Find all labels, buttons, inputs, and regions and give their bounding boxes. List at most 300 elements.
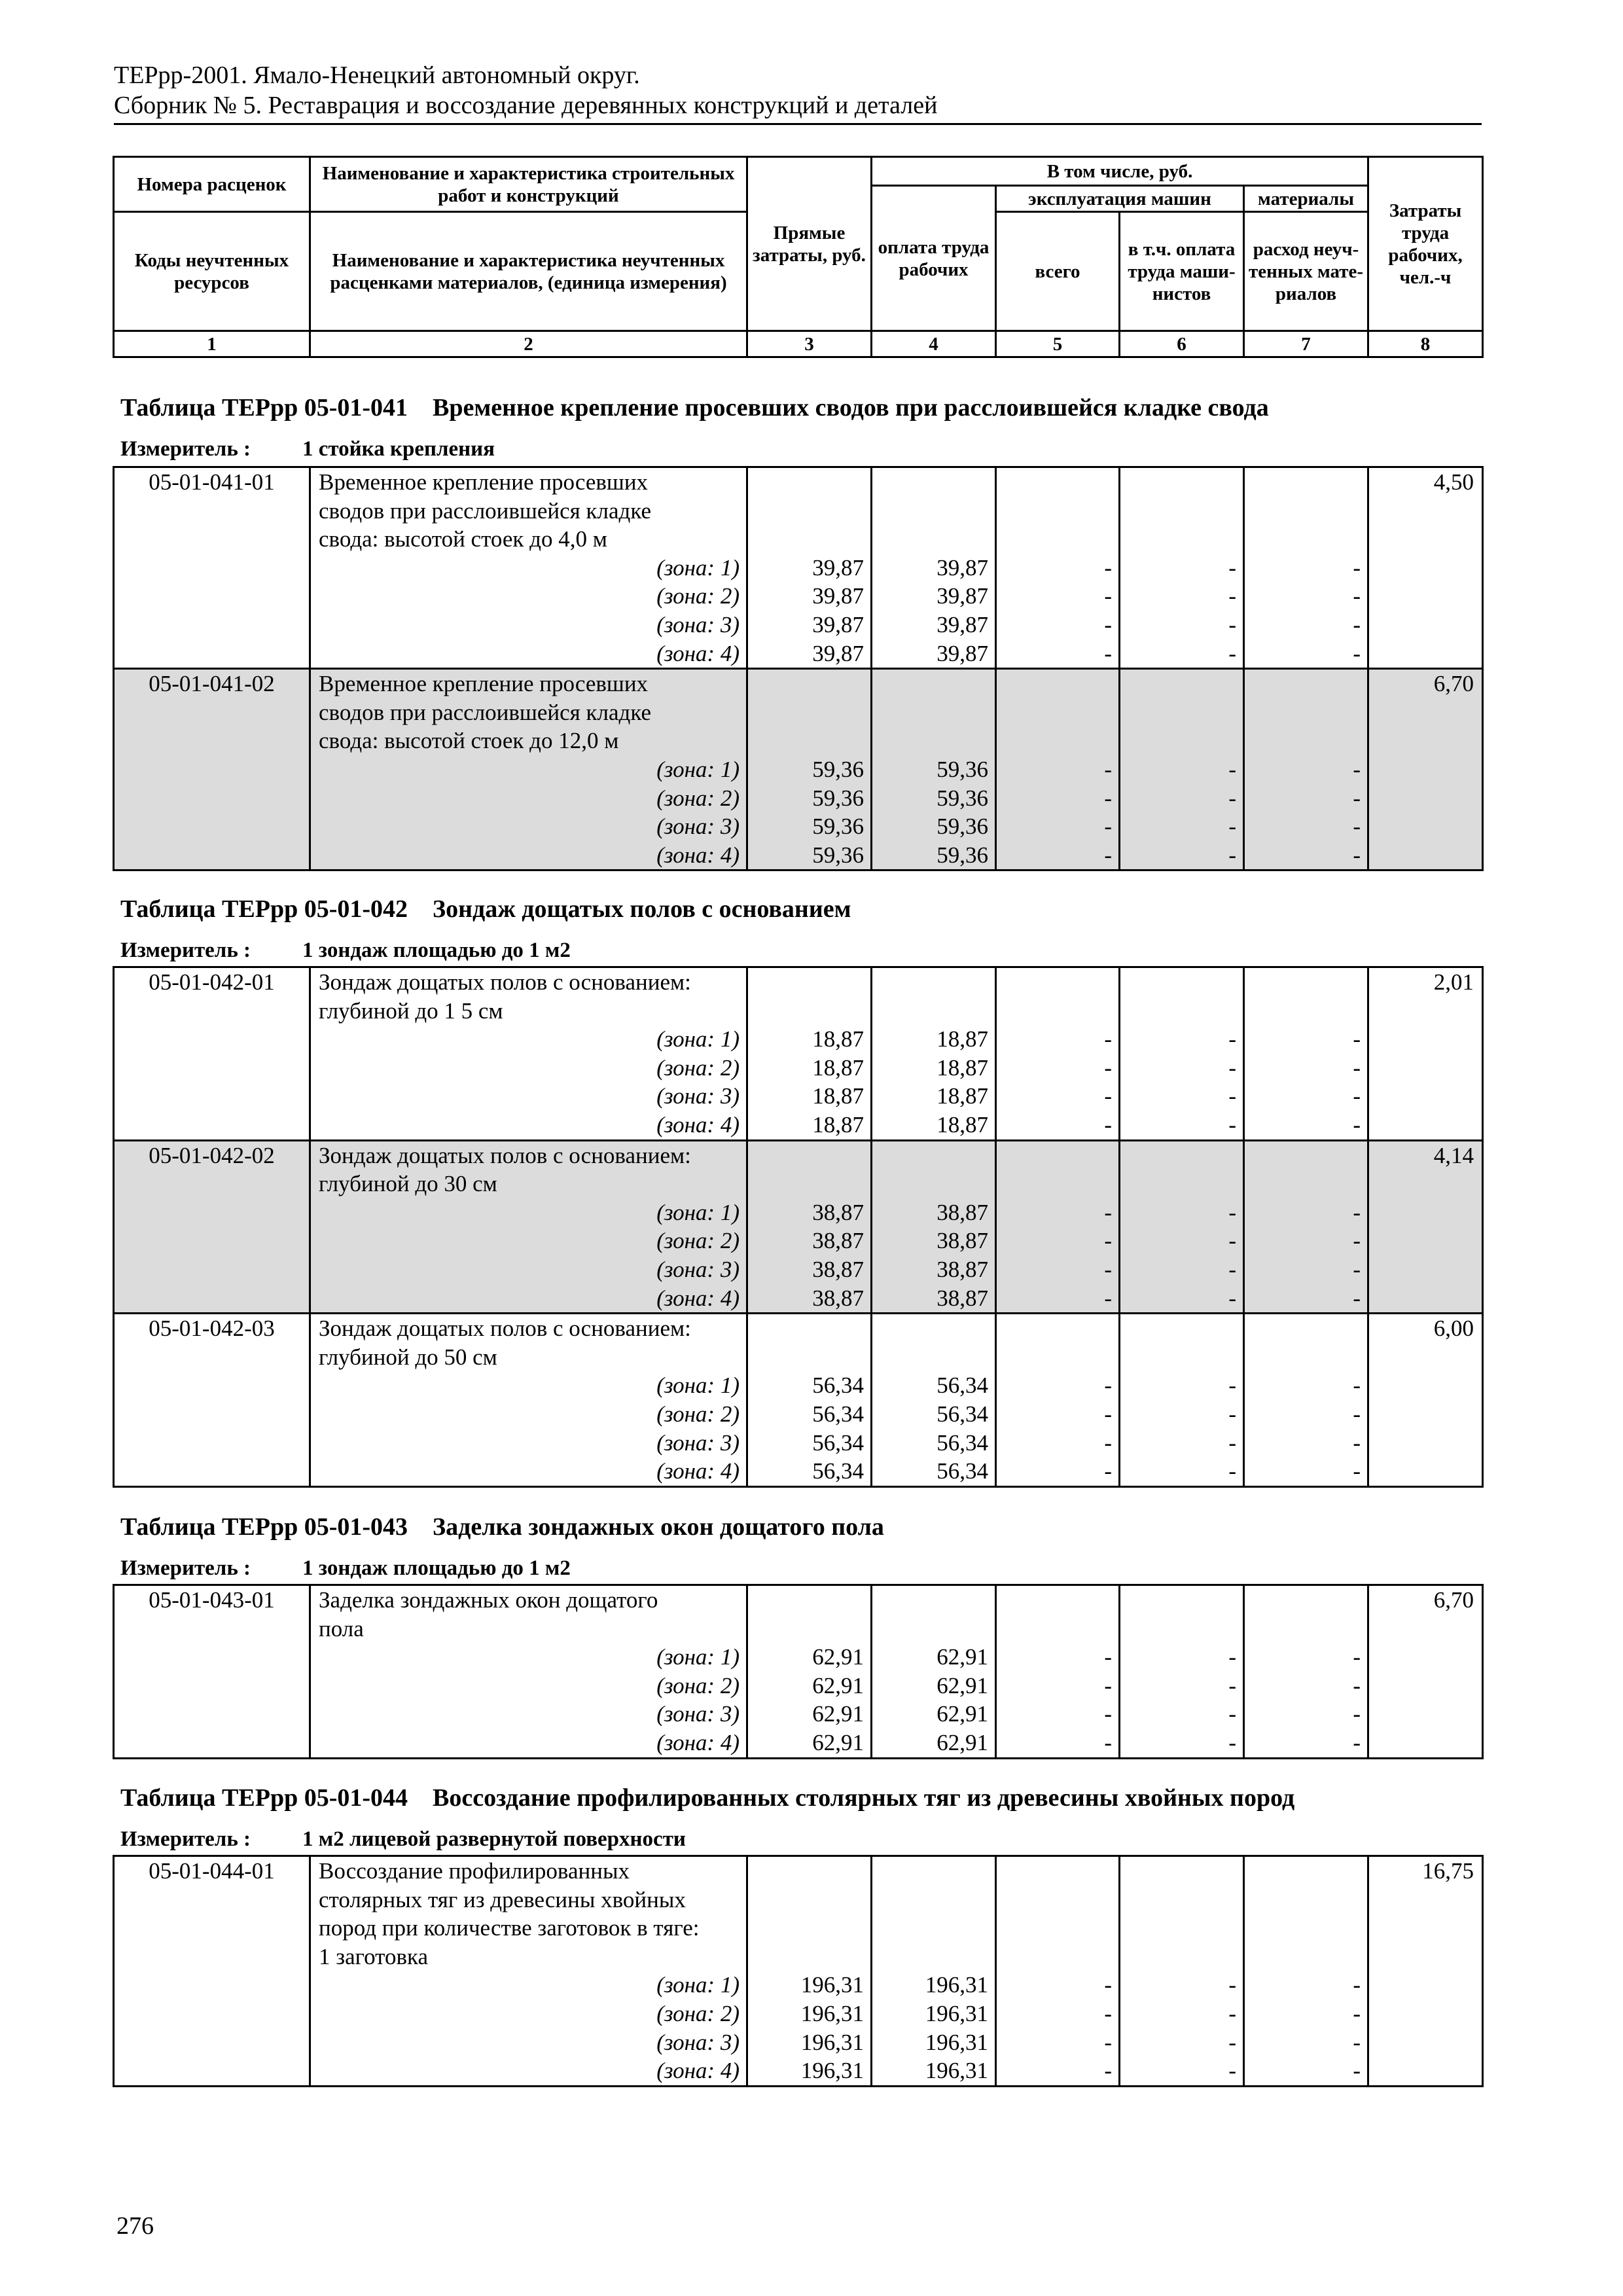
col-including: В том числе, руб. bbox=[872, 157, 1368, 186]
materials-cost: - bbox=[1353, 1228, 1361, 1254]
rates-table bbox=[113, 966, 1484, 1488]
blank-line bbox=[1245, 1943, 1367, 1971]
direct-cost: 39,87 bbox=[812, 554, 864, 581]
worker-pay: 196,31 bbox=[925, 2029, 988, 2055]
materials-cost-cell bbox=[1244, 967, 1368, 1141]
blank-line bbox=[748, 670, 870, 698]
col-number: 5 bbox=[996, 331, 1120, 357]
blank-line bbox=[997, 1914, 1118, 1943]
machines-total: - bbox=[1104, 1054, 1112, 1081]
rate-description bbox=[310, 669, 747, 870]
machines-total: - bbox=[1104, 1401, 1112, 1427]
page-number: 276 bbox=[116, 2212, 154, 2240]
machinist-pay: - bbox=[1228, 611, 1236, 637]
machinist-pay: - bbox=[1228, 1672, 1236, 1698]
blank-line bbox=[1245, 698, 1367, 727]
measure-value: 1 зондаж площадью до 1 м2 bbox=[302, 939, 571, 962]
zone-label: (зона: 2) bbox=[656, 1228, 740, 1254]
direct-cost: 39,87 bbox=[812, 611, 864, 637]
worker-pay: 39,87 bbox=[936, 611, 988, 637]
direct-cost: 62,91 bbox=[812, 1729, 864, 1755]
worker-pay: 18,87 bbox=[936, 1083, 988, 1109]
materials-cost: - bbox=[1353, 640, 1361, 666]
materials-cost-cell bbox=[1244, 1140, 1368, 1314]
col-works-name: Наименование и характеристика строительных работ и конструкций bbox=[310, 157, 747, 212]
machines-total: - bbox=[1104, 756, 1112, 782]
description-line: глубиной до 30 см bbox=[319, 1171, 497, 1197]
rate-code: 05-01-042-01 bbox=[114, 967, 310, 1141]
machines-total: - bbox=[1104, 2000, 1112, 2026]
blank-line bbox=[1120, 1314, 1243, 1343]
labor-cost: 2,01 bbox=[1368, 967, 1483, 1141]
materials-cost: - bbox=[1353, 611, 1361, 637]
machinist-pay: - bbox=[1228, 1026, 1236, 1052]
blank-line bbox=[1120, 726, 1243, 755]
col-materials: материалы bbox=[1244, 186, 1368, 212]
blank-line bbox=[748, 1314, 870, 1343]
rate-description bbox=[310, 1856, 747, 2087]
blank-line bbox=[997, 997, 1118, 1026]
machines-total: - bbox=[1104, 554, 1112, 581]
header-collection-title: ТЕРрр-2001. Ямало-Ненецкий автономный округ. bbox=[114, 62, 640, 89]
direct-cost: 39,87 bbox=[812, 583, 864, 609]
rate-row bbox=[114, 1314, 1483, 1487]
materials-cost: - bbox=[1353, 583, 1361, 609]
worker-pay-cell bbox=[872, 1140, 996, 1314]
worker-pay: 196,31 bbox=[925, 2000, 988, 2026]
materials-cost: - bbox=[1353, 1701, 1361, 1727]
col-number: 8 bbox=[1368, 331, 1483, 357]
description-line: сводов при расслоившейся кладке bbox=[319, 699, 652, 725]
blank-line bbox=[1120, 468, 1243, 497]
blank-line bbox=[997, 1586, 1118, 1615]
zone-label: (зона: 3) bbox=[656, 1256, 740, 1282]
header-rule bbox=[114, 123, 1482, 125]
machinist-pay-cell bbox=[1120, 967, 1244, 1141]
blank-line bbox=[748, 698, 870, 727]
table-number: Таблица ТЕРрр 05-01-043 bbox=[120, 1513, 408, 1541]
machinist-pay: - bbox=[1228, 554, 1236, 581]
blank-line bbox=[1120, 698, 1243, 727]
page-header bbox=[114, 60, 1482, 125]
zone-label: (зона: 1) bbox=[656, 1972, 740, 1998]
zone-label: (зона: 3) bbox=[656, 1083, 740, 1109]
worker-pay: 39,87 bbox=[936, 640, 988, 666]
worker-pay: 59,36 bbox=[936, 756, 988, 782]
zone-label: (зона: 1) bbox=[656, 756, 740, 782]
direct-cost: 18,87 bbox=[812, 1054, 864, 1081]
direct-cost: 38,87 bbox=[812, 1256, 864, 1282]
labor-cost: 6,00 bbox=[1368, 1314, 1483, 1487]
direct-cost: 62,91 bbox=[812, 1701, 864, 1727]
machinist-pay-cell bbox=[1120, 467, 1244, 669]
materials-cost-cell bbox=[1244, 1585, 1368, 1759]
blank-line bbox=[997, 726, 1118, 755]
rates-table bbox=[113, 1584, 1484, 1759]
blank-line bbox=[1120, 997, 1243, 1026]
zone-label: (зона: 4) bbox=[656, 1285, 740, 1311]
col-machines-total: всего bbox=[996, 212, 1120, 331]
materials-cost: - bbox=[1353, 1026, 1361, 1052]
blank-line bbox=[1120, 670, 1243, 698]
col-machinist-pay: в т.ч. оплата труда маши- нистов bbox=[1120, 212, 1244, 331]
blank-line bbox=[748, 1170, 870, 1198]
blank-line bbox=[872, 698, 995, 727]
description-line: пород при количестве заготовок в тяге: bbox=[319, 1915, 700, 1941]
machines-total: - bbox=[1104, 1111, 1112, 1138]
col-number: 7 bbox=[1244, 331, 1368, 357]
zone-label: (зона: 4) bbox=[656, 640, 740, 666]
materials-cost: - bbox=[1353, 1729, 1361, 1755]
materials-cost: - bbox=[1353, 1429, 1361, 1456]
rate-code: 05-01-041-01 bbox=[114, 467, 310, 669]
description-line: Зондаж дощатых полов с основанием: bbox=[319, 969, 691, 995]
machines-total: - bbox=[1104, 2029, 1112, 2055]
blank-line bbox=[1245, 1586, 1367, 1615]
blank-line bbox=[1245, 997, 1367, 1026]
worker-pay-cell bbox=[872, 1856, 996, 2087]
materials-cost: - bbox=[1353, 2058, 1361, 2084]
worker-pay: 38,87 bbox=[936, 1199, 988, 1225]
machines-total: - bbox=[1104, 1729, 1112, 1755]
table-number: Таблица ТЕРрр 05-01-042 bbox=[120, 895, 408, 923]
col-number: 4 bbox=[872, 331, 996, 357]
blank-line bbox=[1120, 1943, 1243, 1971]
description-line: свода: высотой стоек до 4,0 м bbox=[319, 526, 607, 552]
zone-label: (зона: 4) bbox=[656, 2058, 740, 2084]
direct-cost-cell bbox=[747, 1140, 872, 1314]
blank-line bbox=[1120, 1343, 1243, 1372]
worker-pay-cell bbox=[872, 669, 996, 870]
machines-total-cell bbox=[996, 1585, 1120, 1759]
zone-label: (зона: 4) bbox=[656, 842, 740, 868]
blank-line bbox=[748, 1857, 870, 1886]
direct-cost-cell bbox=[747, 1856, 872, 2087]
description-line: Временное крепление просевших bbox=[319, 671, 649, 697]
materials-cost: - bbox=[1353, 1672, 1361, 1698]
worker-pay: 38,87 bbox=[936, 1285, 988, 1311]
machinist-pay: - bbox=[1228, 1644, 1236, 1670]
zone-label: (зона: 2) bbox=[656, 2000, 740, 2026]
materials-cost: - bbox=[1353, 1054, 1361, 1081]
blank-line bbox=[997, 1343, 1118, 1372]
direct-cost: 56,34 bbox=[812, 1429, 864, 1456]
machines-total-cell bbox=[996, 467, 1120, 669]
col-resource-codes: Коды неучтенных ресурсов bbox=[114, 212, 310, 331]
blank-line bbox=[1120, 1615, 1243, 1643]
blank-line bbox=[1120, 1857, 1243, 1886]
labor-cost: 6,70 bbox=[1368, 669, 1483, 870]
col-number: 1 bbox=[114, 331, 310, 357]
worker-pay: 196,31 bbox=[925, 1972, 988, 1998]
zone-label: (зона: 2) bbox=[656, 785, 740, 811]
worker-pay: 59,36 bbox=[936, 785, 988, 811]
blank-line bbox=[872, 1141, 995, 1170]
blank-line bbox=[872, 1170, 995, 1198]
blank-line bbox=[748, 497, 870, 526]
machines-total: - bbox=[1104, 1199, 1112, 1225]
col-labor-costs: Затраты труда рабочих, чел.-ч bbox=[1368, 157, 1483, 331]
materials-cost: - bbox=[1353, 2029, 1361, 2055]
direct-cost: 196,31 bbox=[800, 1972, 864, 1998]
machines-total: - bbox=[1104, 583, 1112, 609]
direct-cost: 196,31 bbox=[800, 2058, 864, 2084]
section-title bbox=[120, 1512, 884, 1542]
worker-pay: 56,34 bbox=[936, 1429, 988, 1456]
direct-cost: 59,36 bbox=[812, 756, 864, 782]
rate-description bbox=[310, 1140, 747, 1314]
materials-cost: - bbox=[1353, 1372, 1361, 1399]
blank-line bbox=[997, 1170, 1118, 1198]
blank-line bbox=[997, 1314, 1118, 1343]
blank-line bbox=[1245, 1886, 1367, 1914]
col-direct-costs: Прямые затраты, руб. bbox=[747, 157, 872, 331]
worker-pay: 38,87 bbox=[936, 1228, 988, 1254]
col-worker-pay: оплата труда рабочих bbox=[872, 186, 996, 331]
blank-line bbox=[748, 1943, 870, 1971]
blank-line bbox=[748, 726, 870, 755]
blank-line bbox=[748, 997, 870, 1026]
materials-cost: - bbox=[1353, 1401, 1361, 1427]
direct-cost: 62,91 bbox=[812, 1672, 864, 1698]
blank-line bbox=[1245, 1141, 1367, 1170]
blank-line bbox=[1120, 1170, 1243, 1198]
machinist-pay: - bbox=[1228, 640, 1236, 666]
machines-total: - bbox=[1104, 1083, 1112, 1109]
table-number: Таблица ТЕРрр 05-01-044 bbox=[120, 1784, 408, 1812]
worker-pay: 62,91 bbox=[936, 1701, 988, 1727]
rate-code: 05-01-044-01 bbox=[114, 1856, 310, 2087]
materials-cost-cell bbox=[1244, 467, 1368, 669]
direct-cost: 38,87 bbox=[812, 1199, 864, 1225]
materials-cost-cell bbox=[1244, 669, 1368, 870]
materials-cost-cell bbox=[1244, 1856, 1368, 2087]
direct-cost: 59,36 bbox=[812, 785, 864, 811]
zone-label: (зона: 2) bbox=[656, 1401, 740, 1427]
machines-total-cell bbox=[996, 1140, 1120, 1314]
direct-cost: 18,87 bbox=[812, 1111, 864, 1138]
machinist-pay: - bbox=[1228, 2029, 1236, 2055]
direct-cost: 196,31 bbox=[800, 2000, 864, 2026]
section-title bbox=[120, 894, 851, 924]
worker-pay: 18,87 bbox=[936, 1054, 988, 1081]
machinist-pay: - bbox=[1228, 842, 1236, 868]
materials-cost: - bbox=[1353, 1285, 1361, 1311]
materials-cost: - bbox=[1353, 785, 1361, 811]
machines-total: - bbox=[1104, 1458, 1112, 1484]
zone-label: (зона: 4) bbox=[656, 1729, 740, 1755]
direct-cost: 59,36 bbox=[812, 842, 864, 868]
worker-pay: 38,87 bbox=[936, 1256, 988, 1282]
rate-code: 05-01-041-02 bbox=[114, 669, 310, 870]
worker-pay: 56,34 bbox=[936, 1372, 988, 1399]
direct-cost: 38,87 bbox=[812, 1228, 864, 1254]
direct-cost: 62,91 bbox=[812, 1644, 864, 1670]
machines-total: - bbox=[1104, 1228, 1112, 1254]
zone-label: (зона: 1) bbox=[656, 1199, 740, 1225]
worker-pay: 18,87 bbox=[936, 1111, 988, 1138]
zone-label: (зона: 2) bbox=[656, 1672, 740, 1698]
blank-line bbox=[1245, 1615, 1367, 1643]
measure-line bbox=[120, 1555, 571, 1581]
labor-cost: 6,70 bbox=[1368, 1585, 1483, 1759]
blank-line bbox=[1120, 497, 1243, 526]
machines-total-cell bbox=[996, 967, 1120, 1141]
machinist-pay: - bbox=[1228, 1111, 1236, 1138]
direct-cost: 196,31 bbox=[800, 2029, 864, 2055]
materials-cost: - bbox=[1353, 1083, 1361, 1109]
blank-line bbox=[997, 1943, 1118, 1971]
worker-pay: 59,36 bbox=[936, 842, 988, 868]
measure-value: 1 стойка крепления bbox=[302, 437, 495, 461]
machinist-pay: - bbox=[1228, 2058, 1236, 2084]
machines-total: - bbox=[1104, 640, 1112, 666]
blank-line bbox=[997, 1615, 1118, 1643]
machines-total-cell bbox=[996, 1314, 1120, 1487]
worker-pay: 18,87 bbox=[936, 1026, 988, 1052]
machinist-pay: - bbox=[1228, 814, 1236, 840]
machinist-pay: - bbox=[1228, 756, 1236, 782]
measure-line bbox=[120, 1826, 686, 1852]
blank-line bbox=[1120, 1914, 1243, 1943]
blank-line bbox=[1245, 1857, 1367, 1886]
rate-row bbox=[114, 1140, 1483, 1314]
zone-label: (зона: 1) bbox=[656, 1372, 740, 1399]
blank-line bbox=[872, 1615, 995, 1643]
blank-line bbox=[872, 1343, 995, 1372]
machines-total-cell bbox=[996, 1856, 1120, 2087]
worker-pay: 196,31 bbox=[925, 2058, 988, 2084]
worker-pay: 39,87 bbox=[936, 554, 988, 581]
machinist-pay: - bbox=[1228, 1372, 1236, 1399]
measure-label: Измеритель : bbox=[120, 1827, 251, 1851]
col-unaccounted-materials: расход неуч- тенных мате- риалов bbox=[1244, 212, 1368, 331]
rate-code: 05-01-042-02 bbox=[114, 1140, 310, 1314]
blank-line bbox=[1245, 468, 1367, 497]
machines-total: - bbox=[1104, 2058, 1112, 2084]
zone-label: (зона: 4) bbox=[656, 1458, 740, 1484]
zone-label: (зона: 2) bbox=[656, 583, 740, 609]
table-title: Воссоздание профилированных столярных тяг из древесины хвойных пород bbox=[433, 1784, 1295, 1812]
blank-line bbox=[872, 1314, 995, 1343]
rate-row bbox=[114, 967, 1483, 1141]
description-line: Воссоздание профилированных bbox=[319, 1858, 630, 1884]
description-line: столярных тяг из древесины хвойных bbox=[319, 1886, 686, 1912]
section-title bbox=[120, 1783, 1294, 1813]
machinist-pay: - bbox=[1228, 1199, 1236, 1225]
labor-cost: 4,14 bbox=[1368, 1140, 1483, 1314]
description-line: Временное крепление просевших bbox=[319, 469, 649, 495]
materials-cost: - bbox=[1353, 1972, 1361, 1998]
worker-pay: 59,36 bbox=[936, 814, 988, 840]
materials-cost: - bbox=[1353, 1458, 1361, 1484]
machines-total: - bbox=[1104, 1026, 1112, 1052]
direct-cost-cell bbox=[747, 467, 872, 669]
rate-description bbox=[310, 1314, 747, 1487]
zone-label: (зона: 3) bbox=[656, 814, 740, 840]
blank-line bbox=[1120, 1886, 1243, 1914]
blank-line bbox=[997, 670, 1118, 698]
materials-cost-cell bbox=[1244, 1314, 1368, 1487]
rate-row bbox=[114, 1585, 1483, 1759]
blank-line bbox=[1245, 968, 1367, 997]
zone-label: (зона: 3) bbox=[656, 1429, 740, 1456]
direct-cost-cell bbox=[747, 669, 872, 870]
description-line: 1 заготовка bbox=[319, 1943, 429, 1969]
zone-label: (зона: 1) bbox=[656, 554, 740, 581]
machines-total: - bbox=[1104, 1429, 1112, 1456]
blank-line bbox=[1120, 968, 1243, 997]
machines-total: - bbox=[1104, 1285, 1112, 1311]
description-line: Зондаж дощатых полов с основанием: bbox=[319, 1142, 691, 1168]
worker-pay-cell bbox=[872, 467, 996, 669]
col-number: 2 bbox=[310, 331, 747, 357]
blank-line bbox=[1245, 670, 1367, 698]
blank-line bbox=[872, 1943, 995, 1971]
blank-line bbox=[1120, 1586, 1243, 1615]
zone-label: (зона: 1) bbox=[656, 1026, 740, 1052]
measure-label: Измеритель : bbox=[120, 437, 251, 461]
rate-description bbox=[310, 467, 747, 669]
direct-cost: 38,87 bbox=[812, 1285, 864, 1311]
blank-line bbox=[872, 997, 995, 1026]
blank-line bbox=[872, 1586, 995, 1615]
blank-line bbox=[748, 1914, 870, 1943]
blank-line bbox=[748, 1343, 870, 1372]
materials-cost: - bbox=[1353, 842, 1361, 868]
machines-total: - bbox=[1104, 1372, 1112, 1399]
zone-label: (зона: 2) bbox=[656, 1054, 740, 1081]
blank-line bbox=[997, 968, 1118, 997]
description-line: свода: высотой стоек до 12,0 м bbox=[319, 728, 619, 754]
machinist-pay: - bbox=[1228, 583, 1236, 609]
direct-cost: 56,34 bbox=[812, 1401, 864, 1427]
materials-cost: - bbox=[1353, 1199, 1361, 1225]
blank-line bbox=[1245, 1343, 1367, 1372]
labor-cost: 4,50 bbox=[1368, 467, 1483, 669]
blank-line bbox=[1245, 1314, 1367, 1343]
materials-cost: - bbox=[1353, 554, 1361, 581]
blank-line bbox=[997, 698, 1118, 727]
column-header-table bbox=[113, 156, 1484, 358]
worker-pay: 56,34 bbox=[936, 1458, 988, 1484]
col-number: 6 bbox=[1120, 331, 1244, 357]
blank-line bbox=[997, 525, 1118, 554]
machines-total: - bbox=[1104, 1972, 1112, 1998]
direct-cost-cell bbox=[747, 1585, 872, 1759]
machines-total: - bbox=[1104, 611, 1112, 637]
labor-cost: 16,75 bbox=[1368, 1856, 1483, 2087]
description-line: сводов при расслоившейся кладке bbox=[319, 497, 652, 524]
blank-line bbox=[1120, 525, 1243, 554]
machinist-pay: - bbox=[1228, 1701, 1236, 1727]
machinist-pay: - bbox=[1228, 1729, 1236, 1755]
rate-code: 05-01-043-01 bbox=[114, 1585, 310, 1759]
zone-label: (зона: 4) bbox=[656, 1111, 740, 1138]
machines-total: - bbox=[1104, 1701, 1112, 1727]
table-title: Временное крепление просевших сводов при расслоившейся кладке свода bbox=[433, 394, 1269, 422]
rates-table bbox=[113, 466, 1484, 871]
blank-line bbox=[872, 525, 995, 554]
machinist-pay-cell bbox=[1120, 1314, 1244, 1487]
blank-line bbox=[748, 525, 870, 554]
rate-row bbox=[114, 1856, 1483, 2087]
machines-total-cell bbox=[996, 669, 1120, 870]
blank-line bbox=[872, 726, 995, 755]
rates-table bbox=[113, 1855, 1484, 2087]
machinist-pay: - bbox=[1228, 2000, 1236, 2026]
materials-cost: - bbox=[1353, 1644, 1361, 1670]
